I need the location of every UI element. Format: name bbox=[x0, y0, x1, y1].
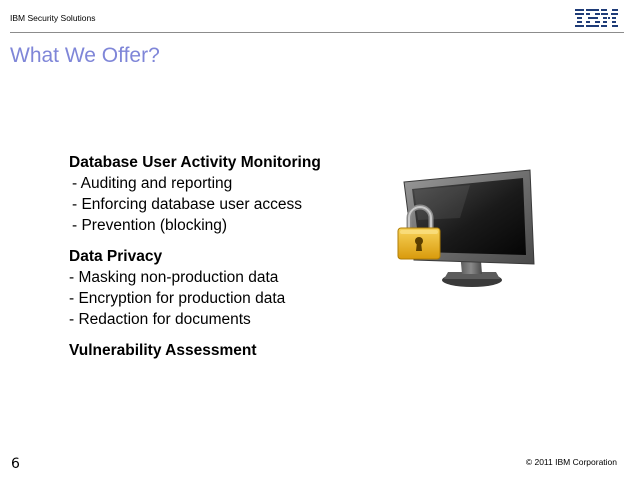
page-number: 6 bbox=[11, 456, 20, 472]
list-item: - Enforcing database user access bbox=[72, 196, 303, 213]
list-item: - Auditing and reporting bbox=[72, 175, 233, 192]
header-divider bbox=[10, 32, 624, 33]
list-item: - Prevention (blocking) bbox=[72, 217, 228, 234]
list-item: - Redaction for documents bbox=[69, 311, 251, 328]
section-vulnerability-assessment bbox=[69, 340, 321, 361]
monitor-with-padlock-icon bbox=[390, 168, 540, 290]
list-item: - Masking non-production data bbox=[69, 269, 279, 286]
offer-list bbox=[69, 152, 321, 361]
header-label: IBM Security Solutions bbox=[10, 13, 96, 23]
list-item: - Encryption for production data bbox=[69, 290, 286, 307]
slide-title: What We Offer? bbox=[10, 44, 160, 67]
ibm-logo bbox=[574, 7, 619, 29]
section-heading: Data Privacy bbox=[69, 248, 163, 265]
section-heading: Database User Activity Monitoring bbox=[69, 154, 321, 171]
section-database-monitoring bbox=[69, 152, 321, 236]
section-data-privacy bbox=[69, 246, 321, 330]
section-heading: Vulnerability Assessment bbox=[69, 342, 257, 359]
footer-copyright: © 2011 IBM Corporation bbox=[525, 457, 617, 467]
